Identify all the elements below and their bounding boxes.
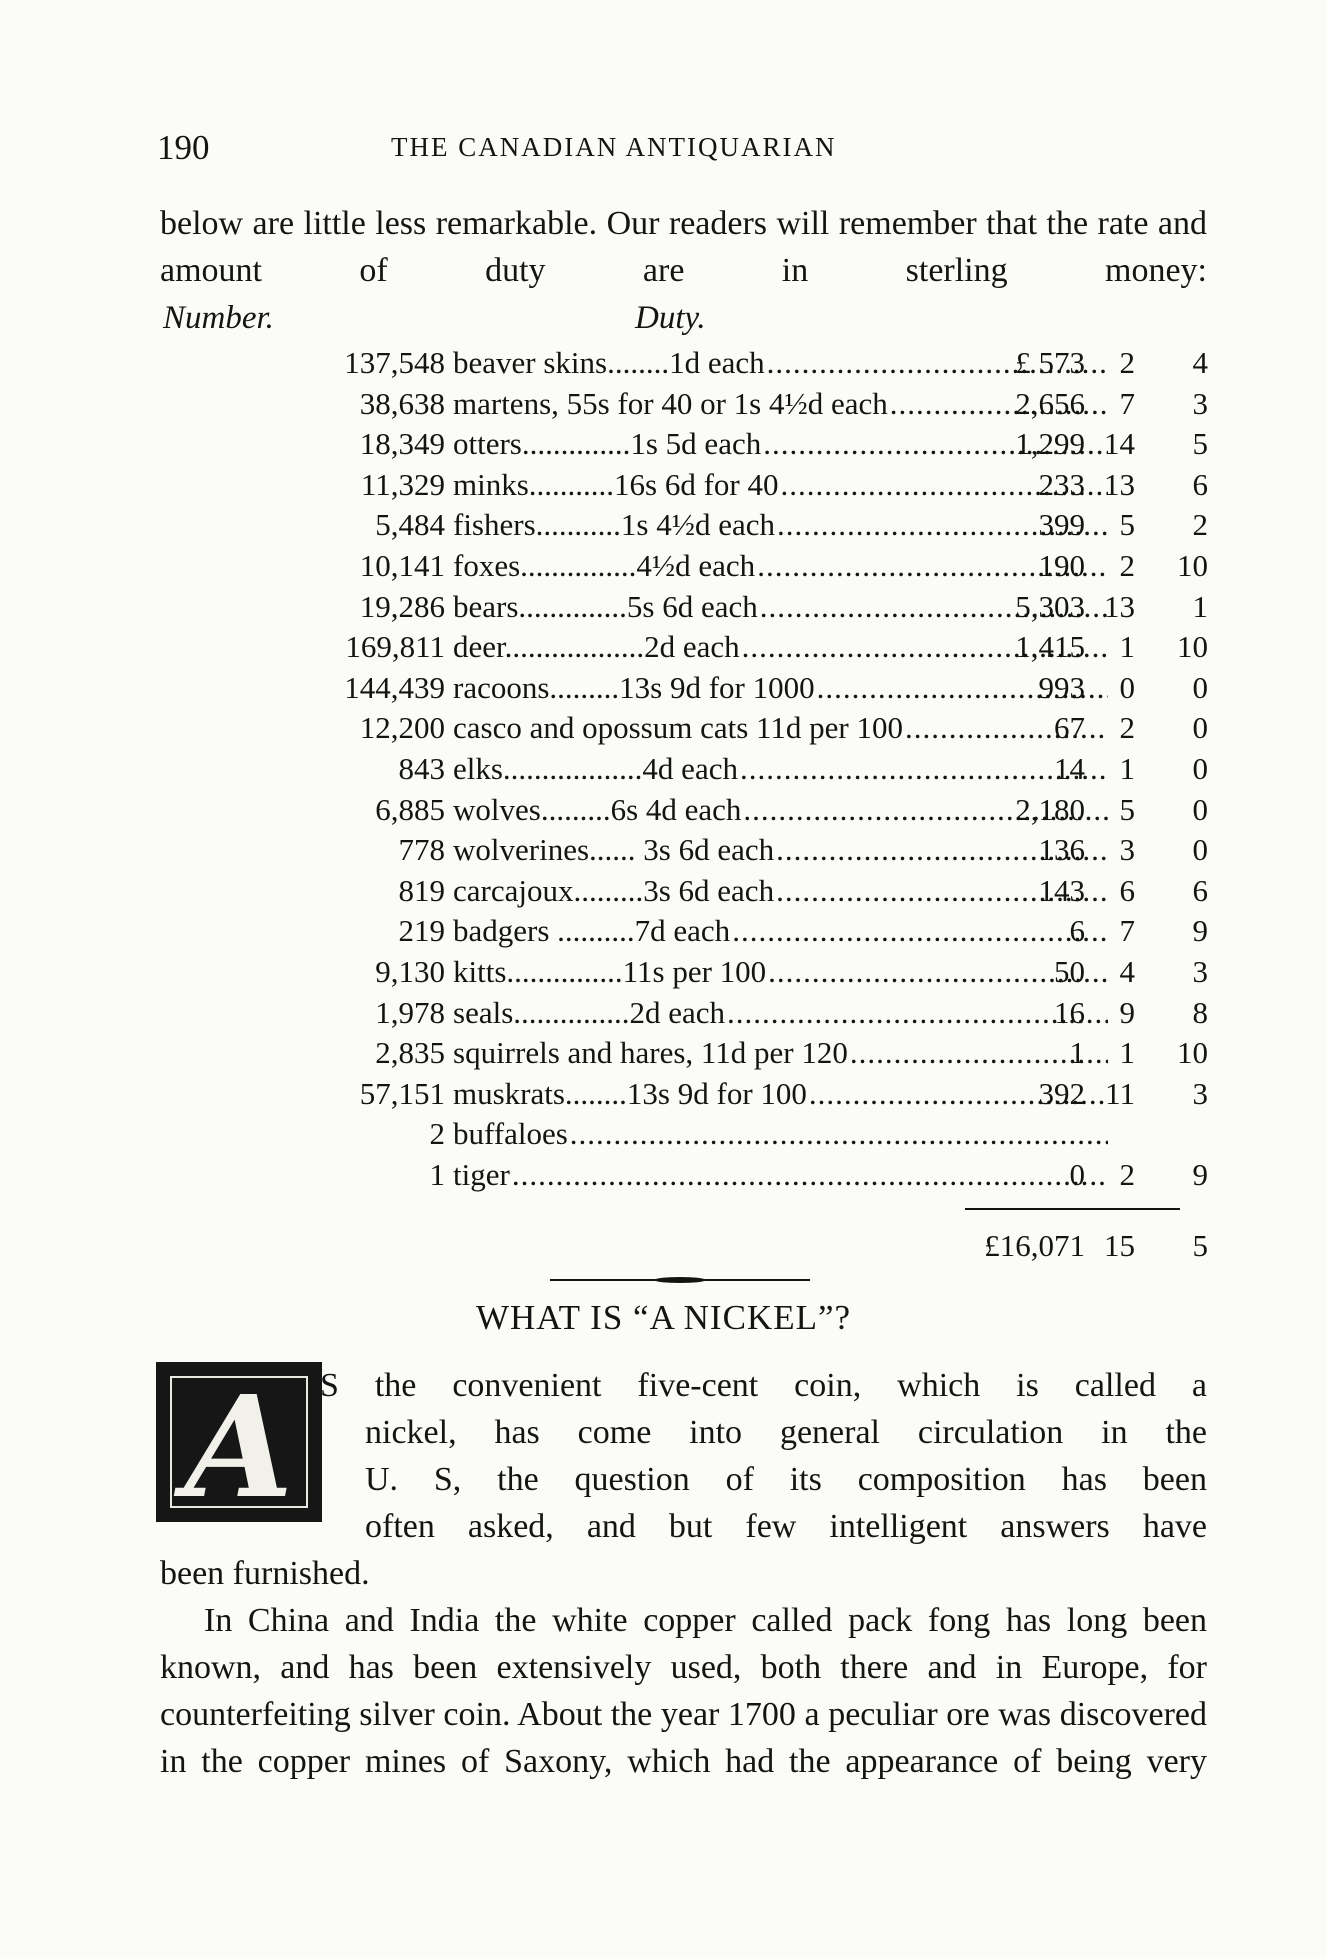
paragraph-line: S the convenient five-cent coin, which is called a bbox=[320, 1367, 1207, 1404]
ledger-description: minks...........16s 6d for 40 ..... bbox=[453, 467, 1108, 503]
ledger-total bbox=[150, 1228, 1210, 1268]
ledger-number: 1 bbox=[429, 1156, 445, 1192]
ledger-pounds: 14 bbox=[1054, 750, 1085, 786]
ledger-pounds: 136 bbox=[1038, 832, 1085, 868]
ledger-pence: 10 bbox=[1177, 1035, 1208, 1071]
ledger-description: wolves.........6s 4d each ..... bbox=[453, 792, 1108, 828]
ledger-row bbox=[150, 1116, 1210, 1157]
total-pence: 5 bbox=[1192, 1228, 1208, 1263]
ledger-number: 2,835 bbox=[375, 1035, 445, 1071]
ledger-pence: 10 bbox=[1177, 547, 1208, 583]
ledger-pence: 0 bbox=[1192, 791, 1208, 827]
ledger-description: racoons.........13s 9d for 1000 ..... bbox=[453, 670, 1108, 706]
ledger-pence: 6 bbox=[1192, 872, 1208, 908]
ledger-pence: 6 bbox=[1192, 466, 1208, 502]
ledger-row bbox=[150, 751, 1210, 792]
ledger-pence: 4 bbox=[1192, 345, 1208, 380]
ledger-description: wolverines...... 3s 6d each ..... bbox=[453, 832, 1108, 868]
column-header-number: Number. bbox=[163, 300, 274, 336]
ledger-shillings: 13 bbox=[1104, 588, 1135, 624]
ledger-shillings: 1 bbox=[1119, 1035, 1135, 1071]
ledger-pence: 10 bbox=[1177, 629, 1208, 665]
ledger-number: 6,885 bbox=[375, 791, 445, 827]
ledger-pence: 8 bbox=[1192, 994, 1208, 1030]
ledger-row bbox=[150, 426, 1210, 467]
ledger-number: 38,638 bbox=[359, 385, 445, 421]
duty-ledger bbox=[150, 345, 1210, 1197]
ledger-row bbox=[150, 873, 1210, 914]
journal-title: THE CANADIAN ANTIQUARIAN bbox=[391, 132, 837, 162]
ledger-description: kitts...............11s per 100 ..... bbox=[453, 954, 1108, 990]
ledger-number: 144,439 bbox=[344, 669, 445, 705]
ledger-row bbox=[150, 467, 1210, 508]
ledger-shillings: 13 bbox=[1104, 466, 1135, 502]
ledger-description: otters..............1s 5d each ..... bbox=[453, 426, 1108, 462]
ledger-number: 843 bbox=[398, 750, 445, 786]
ledger-pounds: 143 bbox=[1038, 872, 1085, 908]
ledger-pounds: 190 bbox=[1038, 547, 1085, 583]
ledger-row bbox=[150, 1076, 1210, 1117]
ledger-pounds: 399 bbox=[1038, 507, 1085, 543]
ledger-row bbox=[150, 629, 1210, 670]
ledger-shillings: 5 bbox=[1119, 791, 1135, 827]
section-title: WHAT IS “A NICKEL”? bbox=[475, 1298, 852, 1337]
ledger-description: elks..................4d each ..... bbox=[453, 751, 1108, 787]
ledger-row bbox=[150, 345, 1210, 386]
ledger-number: 5,484 bbox=[375, 507, 445, 543]
ledger-pence: 3 bbox=[1192, 953, 1208, 989]
drop-cap-letter: A bbox=[184, 1366, 294, 1530]
ledger-pence: 0 bbox=[1192, 710, 1208, 746]
ledger-row bbox=[150, 1035, 1210, 1076]
ledger-description: beaver skins........1d each ..... bbox=[453, 345, 1108, 381]
sum-rule bbox=[965, 1208, 1180, 1210]
ledger-pounds: 0 bbox=[1069, 1156, 1085, 1192]
total-shillings: 15 bbox=[1104, 1228, 1135, 1263]
drop-cap-ornament bbox=[156, 1362, 322, 1530]
body-paragraph: In China and India the white copper called pack fong has long been known, and has been extensively used, both there and in Europe, for counterfeiting silver coin. About the year 1700 a peculiar ore was discovered in the copper mines of Saxony, which had the appearance of being very bbox=[160, 1602, 1207, 1780]
ledger-number: 11,329 bbox=[360, 466, 445, 502]
ledger-pence: 5 bbox=[1192, 426, 1208, 462]
ledger-pounds: 2,180 bbox=[1015, 791, 1085, 827]
ledger-pounds: 50 bbox=[1054, 953, 1085, 989]
ledger-shillings: 3 bbox=[1119, 832, 1135, 868]
intro-paragraph: below are little less remarkable. Our readers will remember that the rate and amount of duty are in sterling money: bbox=[160, 205, 1207, 289]
ledger-description: badgers ..........7d each ..... bbox=[453, 913, 1108, 949]
ledger-number: 57,151 bbox=[359, 1075, 445, 1111]
ledger-shillings: 6 bbox=[1119, 872, 1135, 908]
ledger-row bbox=[150, 832, 1210, 873]
ledger-pounds: 233 bbox=[1038, 466, 1085, 502]
total-pounds: £16,071 bbox=[984, 1228, 1085, 1263]
ledger-row bbox=[150, 954, 1210, 995]
ledger-row bbox=[150, 386, 1210, 427]
ledger-pounds: 2,656 bbox=[1015, 385, 1085, 421]
ledger-number: 18,349 bbox=[359, 426, 445, 462]
ledger-description: martens, 55s for 40 or 1s 4½d each ..... bbox=[453, 386, 1108, 422]
ledger-description: seals...............2d each ..... bbox=[453, 995, 1108, 1031]
ledger-shillings: 7 bbox=[1119, 385, 1135, 421]
ledger-row bbox=[150, 548, 1210, 589]
ledger-number: 1,978 bbox=[375, 994, 445, 1030]
ledger-number: 137,548 bbox=[344, 345, 445, 380]
ledger-shillings: 14 bbox=[1104, 426, 1135, 462]
ledger-number: 778 bbox=[398, 832, 445, 868]
ledger-row bbox=[150, 792, 1210, 833]
ledger-description: squirrels and hares, 11d per 120 ..... bbox=[453, 1035, 1108, 1071]
ledger-shillings: 2 bbox=[1119, 710, 1135, 746]
ledger-pounds: 1 bbox=[1069, 1035, 1085, 1071]
ledger-description: muskrats........13s 9d for 100 ..... bbox=[453, 1076, 1108, 1112]
ledger-number: 2 bbox=[429, 1116, 445, 1152]
ledger-pence: 3 bbox=[1192, 385, 1208, 421]
ledger-pounds: 1,299 bbox=[1015, 426, 1085, 462]
ledger-number: 819 bbox=[398, 872, 445, 908]
ledger-shillings: 11 bbox=[1105, 1075, 1135, 1111]
page-number: 190 bbox=[157, 128, 210, 167]
ledger-pence: 3 bbox=[1192, 1075, 1208, 1111]
ledger-row bbox=[150, 1157, 1210, 1198]
section-ornament bbox=[550, 1277, 810, 1283]
ledger-description: foxes...............4½d each ..... bbox=[453, 548, 1108, 584]
column-header-duty: Duty. bbox=[635, 300, 706, 336]
ledger-pounds: 16 bbox=[1054, 994, 1085, 1030]
ledger-pence: 0 bbox=[1192, 669, 1208, 705]
ledger-shillings: 2 bbox=[1119, 1156, 1135, 1192]
running-head bbox=[157, 128, 1207, 168]
paragraph-line: nickel, has come into general circulation in the bbox=[365, 1414, 1207, 1451]
ledger-row bbox=[150, 995, 1210, 1036]
ledger-row bbox=[150, 589, 1210, 630]
ledger-number: 169,811 bbox=[345, 629, 445, 665]
ledger-row bbox=[150, 913, 1210, 954]
ledger-pounds: 1,415 bbox=[1015, 629, 1085, 665]
ledger-number: 10,141 bbox=[359, 547, 445, 583]
ledger-pence: 2 bbox=[1192, 507, 1208, 543]
ledger-pence: 1 bbox=[1192, 588, 1208, 624]
paragraph-line: U. S, the question of its composition has been bbox=[365, 1461, 1207, 1498]
ledger-number: 12,200 bbox=[359, 710, 445, 746]
ledger-shillings: 2 bbox=[1119, 345, 1135, 380]
ledger-pounds: 993 bbox=[1038, 669, 1085, 705]
ledger-number: 219 bbox=[398, 913, 445, 949]
ledger-shillings: 7 bbox=[1119, 913, 1135, 949]
ledger-description: tiger ..... bbox=[453, 1157, 1108, 1193]
ledger-pounds: 392 bbox=[1038, 1075, 1085, 1111]
ledger-pence: 0 bbox=[1192, 832, 1208, 868]
ledger-pounds: £ 573 bbox=[1015, 345, 1085, 380]
ledger-description: fishers...........1s 4½d each ..... bbox=[453, 507, 1108, 543]
ledger-pounds: 5,303 bbox=[1015, 588, 1085, 624]
ledger-shillings: 9 bbox=[1119, 994, 1135, 1030]
ledger-description: casco and opossum cats 11d per 100 ..... bbox=[453, 710, 1108, 746]
ledger-shillings: 4 bbox=[1119, 953, 1135, 989]
ledger-row bbox=[150, 710, 1210, 751]
ledger-row bbox=[150, 670, 1210, 711]
ledger-pounds: 6 bbox=[1069, 913, 1085, 949]
ledger-description: bears..............5s 6d each ..... bbox=[453, 589, 1108, 625]
ledger-pence: 9 bbox=[1192, 1156, 1208, 1192]
ledger-pence: 9 bbox=[1192, 913, 1208, 949]
paragraph-end-line: been furnished. bbox=[160, 1555, 370, 1592]
ledger-number: 9,130 bbox=[375, 953, 445, 989]
ledger-description: carcajoux.........3s 6d each ..... bbox=[453, 873, 1108, 909]
ledger-shillings: 0 bbox=[1119, 669, 1135, 705]
ledger-pence: 0 bbox=[1192, 750, 1208, 786]
ledger-number: 19,286 bbox=[359, 588, 445, 624]
ledger-shillings: 2 bbox=[1119, 547, 1135, 583]
ledger-description: deer..................2d each ..... bbox=[453, 629, 1108, 665]
paragraph-line: often asked, and but few intelligent answers have bbox=[365, 1508, 1207, 1545]
ledger-shillings: 1 bbox=[1119, 629, 1135, 665]
ledger-row bbox=[150, 507, 1210, 548]
ledger-shillings: 5 bbox=[1119, 507, 1135, 543]
ledger-shillings: 1 bbox=[1119, 750, 1135, 786]
ledger-description: buffaloes ..... bbox=[453, 1116, 1108, 1152]
ledger-pounds: 67 bbox=[1054, 710, 1085, 746]
